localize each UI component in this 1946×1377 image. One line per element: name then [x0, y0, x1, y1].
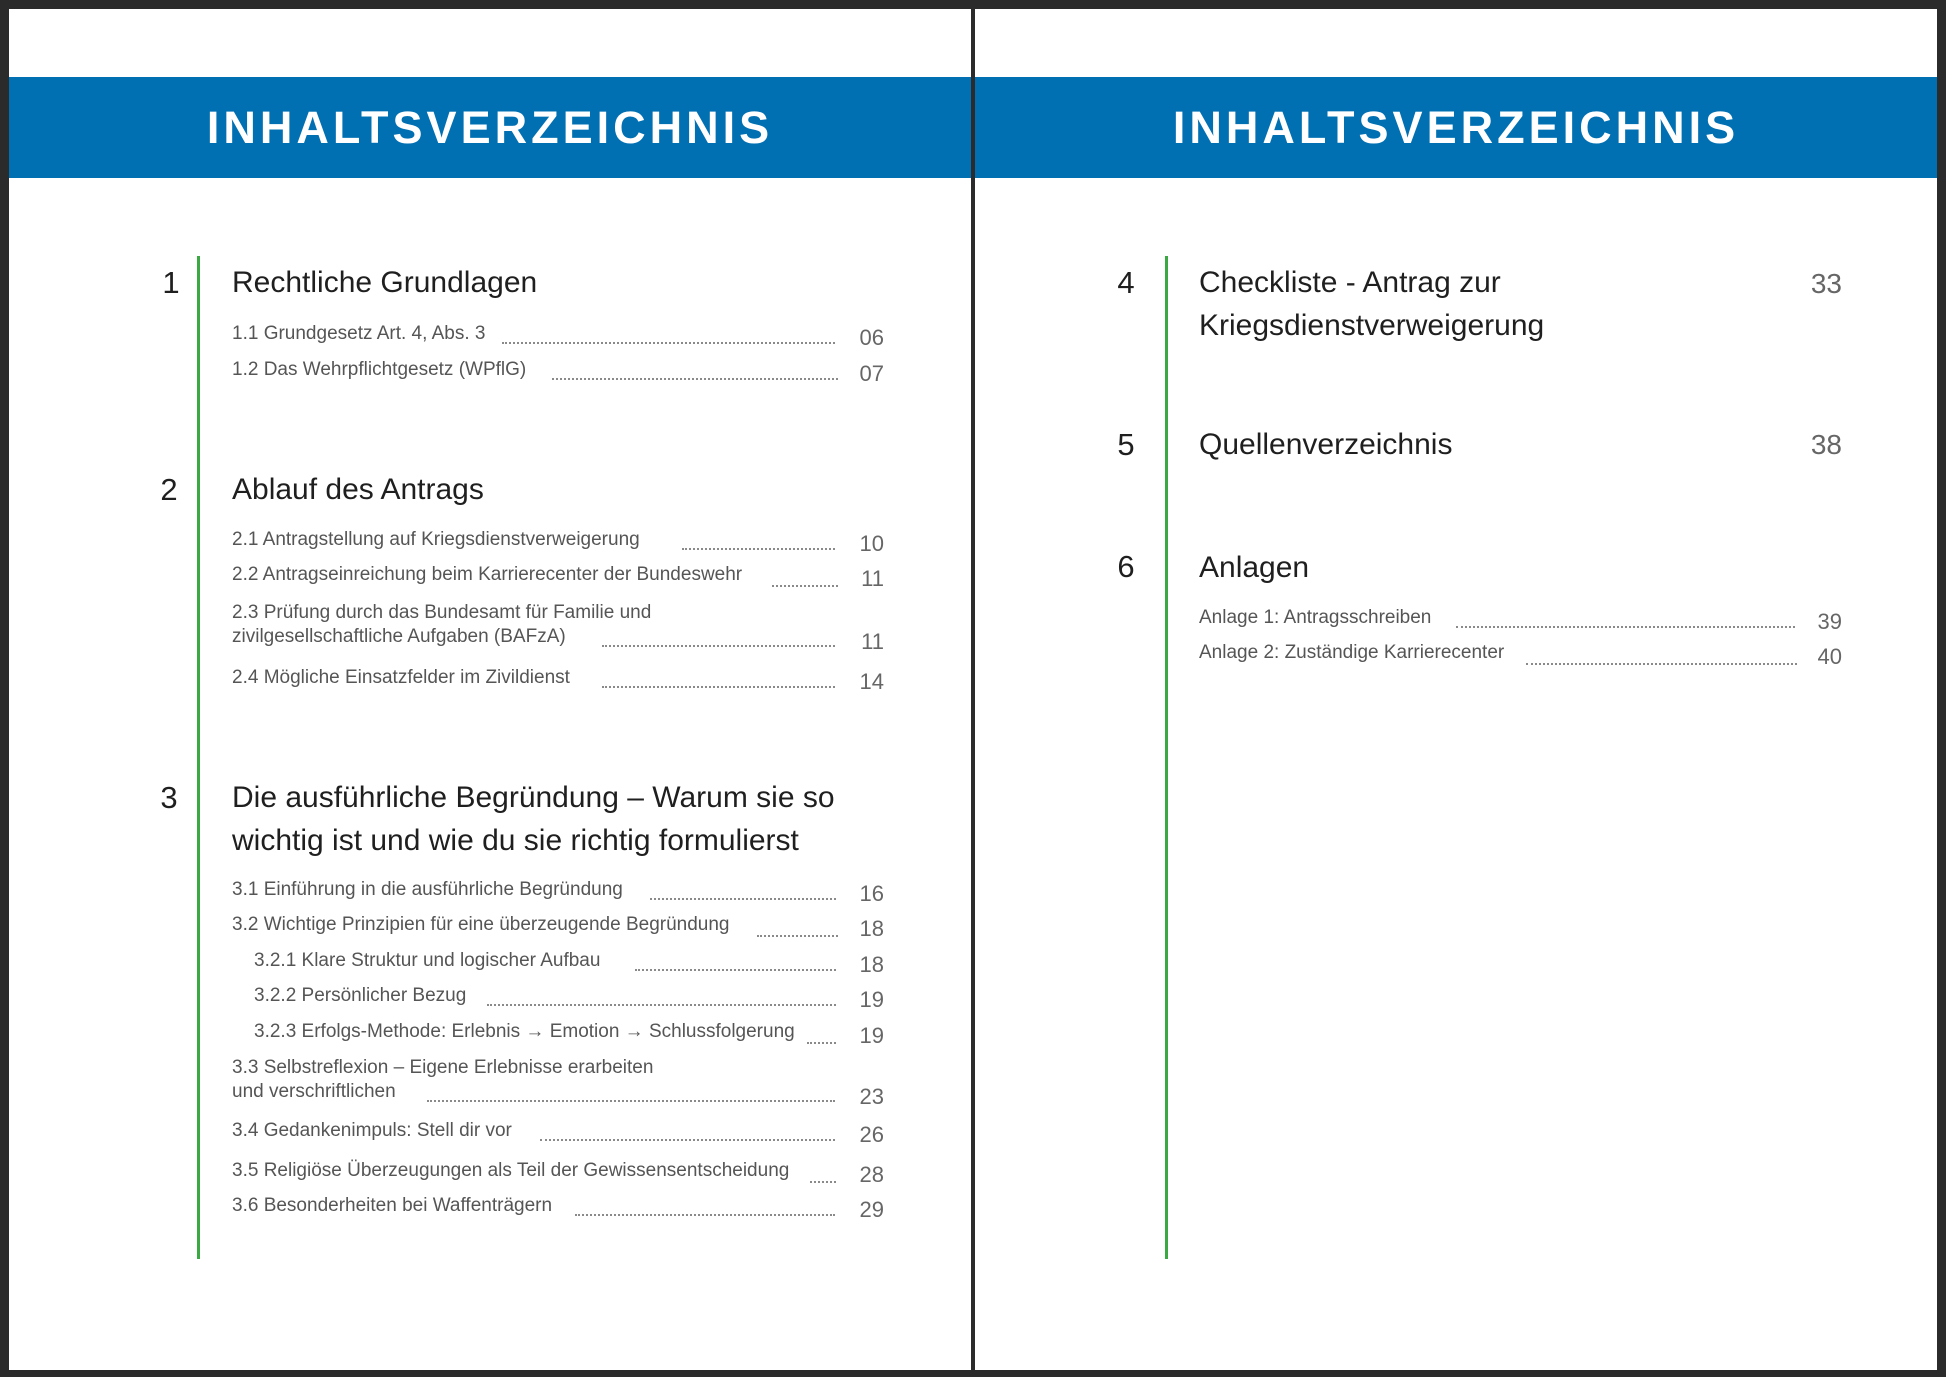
dot-leader: [650, 898, 836, 900]
toc-entry[interactable]: [232, 1120, 884, 1150]
toc-entry-label: 2.4 Mögliche Einsatzfelder im Zivildienst: [232, 667, 570, 688]
toc-entry[interactable]: [232, 914, 884, 944]
toc-entry[interactable]: [232, 667, 884, 697]
section-title[interactable]: Anlagen: [1199, 551, 1310, 584]
toc-entry-page: 11: [861, 566, 884, 591]
toc-entry[interactable]: [232, 601, 884, 657]
toc-entry-page: 19: [859, 987, 884, 1012]
toc-entry-page: 14: [859, 669, 884, 694]
toc-entry[interactable]: [232, 1056, 884, 1112]
dot-leader: [552, 378, 838, 380]
toc-entry-page: 18: [859, 952, 884, 977]
section-title[interactable]: Ablauf des Antrags: [232, 473, 484, 506]
toc-entry[interactable]: [232, 323, 884, 353]
dot-leader: [757, 935, 838, 937]
page-title: INHALTSVERZEICHNIS: [206, 101, 774, 153]
toc-subentry[interactable]: [254, 950, 884, 980]
toc-entry[interactable]: [232, 529, 884, 559]
toc-entry[interactable]: [232, 1160, 884, 1190]
section-title[interactable]: Quellenverzeichnis: [1199, 428, 1453, 461]
toc-entry-page: 16: [859, 881, 884, 906]
dot-leader: [487, 1004, 836, 1006]
toc-entry-page: 11: [861, 629, 884, 654]
toc-entry-label: Anlage 1: Antragsschreiben: [1199, 607, 1432, 628]
toc-entry-page: 39: [1817, 609, 1842, 634]
toc-entry-label: 3.6 Besonderheiten bei Waffenträgern: [232, 1195, 553, 1216]
toc-entry-label: 3.4 Gedankenimpuls: Stell dir vor: [232, 1120, 512, 1141]
dot-leader: [1456, 626, 1795, 628]
section-number: 6: [1117, 549, 1135, 584]
toc-entry[interactable]: [1199, 642, 1842, 672]
dot-leader: [807, 1042, 836, 1044]
dot-leader: [810, 1181, 836, 1183]
toc-subentry[interactable]: [254, 985, 884, 1015]
toc-entry-page: 29: [859, 1197, 884, 1222]
toc-subentry[interactable]: [254, 1021, 884, 1051]
toc-entry-label: 2.3 Prüfung durch das Bundesamt für Familie und zivilgesellschaftliche Aufgaben (BAFzA): [232, 602, 652, 647]
toc-entry-label: 3.2 Wichtige Prinzipien für eine überzeugende Begründung: [232, 914, 730, 935]
toc-entry-label: 3.1 Einführung in die ausführliche Begründung: [232, 879, 623, 900]
toc-entry-label: 3.5 Religiöse Überzeugungen als Teil der Gewissensentscheidung: [232, 1160, 790, 1181]
header-banner: [9, 77, 971, 178]
toc-entry-label: Anlage 2: Zuständige Karrierecenter: [1199, 642, 1505, 663]
section-title[interactable]: Rechtliche Grundlagen: [232, 266, 538, 299]
dot-leader: [772, 585, 838, 587]
toc-entry-label: 3.2.3 Erfolgs-Methode: Erlebnis → Emotion → Schlussfolgerung: [254, 1021, 795, 1042]
toc-entry-label: 3.2.2 Persönlicher Bezug: [254, 985, 467, 1006]
toc-entry-label: 3.3 Selbstreflexion – Eigene Erlebnisse erarbeiten und verschriftlichen: [232, 1057, 654, 1102]
toc-entry[interactable]: [232, 359, 884, 389]
toc-entry-page: 23: [859, 1084, 884, 1109]
toc-entry-label: 1.1 Grundgesetz Art. 4, Abs. 3: [232, 323, 486, 344]
toc-entry-label: 2.2 Antragseinreichung beim Karrierecenter der Bundeswehr: [232, 564, 743, 585]
dot-leader: [602, 686, 835, 688]
toc-page-left: [9, 9, 971, 1370]
section-number: 1: [162, 265, 180, 300]
dot-leader: [540, 1139, 835, 1141]
toc-entry-label: 3.2.1 Klare Struktur und logischer Aufbau: [254, 950, 601, 971]
section-page: 33: [1810, 268, 1842, 299]
section-page: 38: [1810, 429, 1842, 460]
section-number: 4: [1117, 265, 1135, 300]
page-title: INHALTSVERZEICHNIS: [1172, 101, 1740, 153]
toc-entry[interactable]: [1199, 607, 1842, 637]
toc-entry-page: 28: [859, 1162, 884, 1187]
toc-entry-label: 1.2 Das Wehrpflichtgesetz (WPflG): [232, 359, 527, 380]
toc-entry-page: 19: [859, 1023, 884, 1048]
dot-leader: [1526, 663, 1797, 665]
dot-leader: [682, 548, 835, 550]
section-number: 5: [1117, 427, 1135, 462]
dot-leader: [575, 1214, 835, 1216]
toc-entry-page: 18: [859, 916, 884, 941]
section-title[interactable]: Die ausführliche Begründung – Warum sie so wichtig ist und wie du sie richtig formulierst: [232, 781, 835, 857]
dot-leader: [427, 1100, 835, 1102]
toc-entry[interactable]: [232, 879, 884, 909]
toc-entry-page: 26: [859, 1122, 884, 1147]
dot-leader: [602, 645, 835, 647]
section-number: 3: [160, 780, 178, 815]
toc-entry[interactable]: [232, 564, 884, 594]
dot-leader: [502, 342, 835, 344]
section-title[interactable]: Checkliste - Antrag zur Kriegsdienstverweigerung: [1199, 266, 1545, 342]
toc-entry-page: 07: [859, 361, 884, 386]
toc-entry[interactable]: [232, 1195, 884, 1225]
toc-page-right: [975, 9, 1937, 1370]
toc-entry-label: 2.1 Antragstellung auf Kriegsdienstverweigerung: [232, 529, 640, 550]
dot-leader: [635, 969, 836, 971]
section-number: 2: [160, 472, 178, 507]
toc-entry-page: 40: [1817, 644, 1842, 669]
toc-entry-page: 10: [859, 531, 884, 556]
section-divider-line: [197, 256, 200, 1259]
section-divider-line: [1165, 256, 1168, 1259]
header-banner: [975, 77, 1937, 178]
toc-entry-page: 06: [859, 325, 884, 350]
